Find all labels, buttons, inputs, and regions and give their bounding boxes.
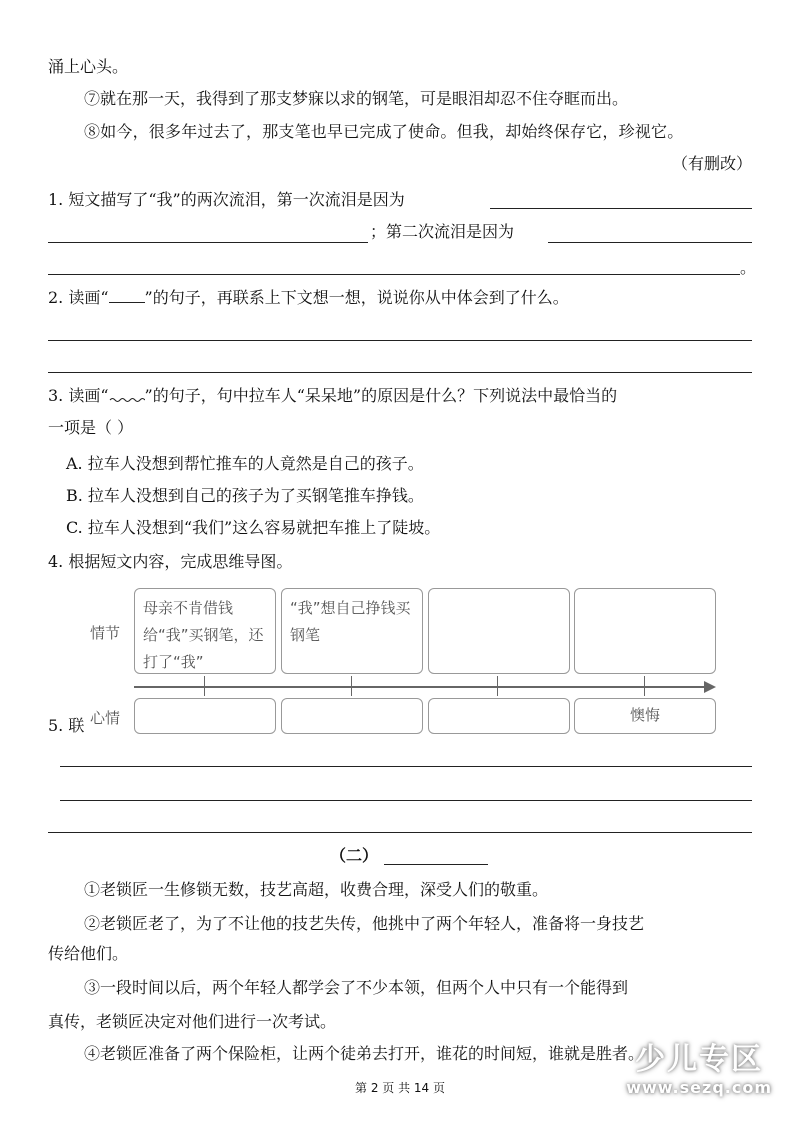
watermark-url: www.sezq.com	[626, 1078, 772, 1097]
title-blank-line[interactable]	[384, 864, 488, 865]
plot-box-3[interactable]	[428, 588, 570, 674]
question-3-stem-end: 一项是（ ）	[48, 418, 134, 437]
question-1-second: ；第二次流泪是因为	[370, 222, 515, 241]
watermark-brand: 少儿专区	[635, 1042, 764, 1077]
section2-paragraph-2-cont: 传给他们。	[48, 944, 129, 963]
timeline-tick	[644, 676, 645, 696]
answer-line[interactable]	[490, 208, 752, 209]
timeline-tick	[204, 676, 205, 696]
answer-line[interactable]	[48, 832, 752, 833]
plot-label: 情节	[90, 624, 121, 642]
answer-line[interactable]	[548, 242, 752, 243]
timeline-tick	[351, 676, 352, 696]
option-b[interactable]: B. 拉车人没想到自己的孩子为了买钢笔推车挣钱。	[66, 486, 424, 505]
answer-line[interactable]	[48, 274, 740, 275]
straight-underline-sample	[109, 288, 145, 303]
section2-paragraph-4: ④老锁匠准备了两个保险柜，让两个徒弟去打开，谁花的时间短，谁就是胜者。	[84, 1044, 645, 1063]
watermark-logo	[626, 1042, 772, 1098]
question-4: 4. 根据短文内容，完成思维导图。	[48, 552, 293, 571]
answer-line[interactable]	[60, 800, 752, 801]
question-2-suffix: ”的句子，再联系上下文想一想，说说你从中体会到了什么。	[144, 288, 569, 307]
timeline-tick	[497, 676, 498, 696]
passage-paragraph-8: ⑧如今，很多年过去了，那支笔也早已完成了使命。但我，却始终保存它，珍视它。	[84, 122, 684, 141]
question-2-prefix: 2. 读画“	[48, 288, 109, 307]
plot-box-4[interactable]	[574, 588, 716, 674]
answer-line[interactable]	[48, 372, 752, 373]
option-a[interactable]: A. 拉车人没想到帮忙推车的人竟然是自己的孩子。	[66, 454, 424, 473]
mood-box-2[interactable]	[281, 698, 423, 734]
question-5-prefix: 5. 联	[48, 716, 85, 735]
section2-paragraph-3: ③一段时间以后，两个年轻人都学会了不少本领，但两个人中只有一个能得到	[84, 978, 629, 997]
mood-box-4[interactable]: 懊悔	[574, 698, 716, 734]
timeline-axis	[134, 686, 706, 688]
question-3-prefix: 3. 读画“	[48, 386, 109, 405]
page-number: 第 2 页 共 14 页	[355, 1081, 445, 1095]
plot-box-1[interactable]: 母亲不肯借钱给“我”买钢笔，还打了“我”	[134, 588, 276, 674]
section2-paragraph-1: ①老锁匠一生修锁无数，技艺高超，收费合理，深受人们的敬重。	[84, 880, 549, 899]
mood-box-3[interactable]	[428, 698, 570, 734]
question-3-suffix: ”的句子，句中拉车人“呆呆地”的原因是什么？下列说法中最恰当的	[144, 386, 618, 405]
question-2	[48, 288, 569, 308]
section-heading: （二）	[330, 846, 379, 865]
question-1: 1. 短文描写了“我”的两次流泪，第一次流泪是因为	[48, 190, 405, 209]
passage-line: 涌上心头。	[48, 57, 129, 76]
passage-paragraph-7: ⑦就在那一天，我得到了那支梦寐以求的钢笔，可是眼泪却忍不住夺眶而出。	[84, 89, 629, 108]
question-3	[48, 386, 617, 406]
section2-paragraph-2: ②老锁匠老了，为了不让他的技艺失传，他挑中了两个年轻人，准备将一身技艺	[84, 914, 645, 933]
answer-line[interactable]	[48, 242, 368, 243]
source-note: （有删改）	[671, 154, 752, 173]
answer-line[interactable]	[60, 766, 752, 767]
answer-line[interactable]	[48, 340, 752, 341]
section2-paragraph-3-cont: 真传，老锁匠决定对他们进行一次考试。	[48, 1012, 337, 1031]
timeline-arrow-icon	[704, 681, 716, 693]
plot-box-2[interactable]: “我”想自己挣钱买钢笔	[281, 588, 423, 674]
mood-box-1[interactable]	[134, 698, 276, 734]
question-1-end: 。	[740, 258, 757, 277]
wavy-underline-sample	[109, 389, 145, 403]
mood-label: 心情	[90, 709, 121, 727]
option-c[interactable]: C. 拉车人没想到“我们”这么容易就把车推上了陡坡。	[66, 518, 441, 537]
